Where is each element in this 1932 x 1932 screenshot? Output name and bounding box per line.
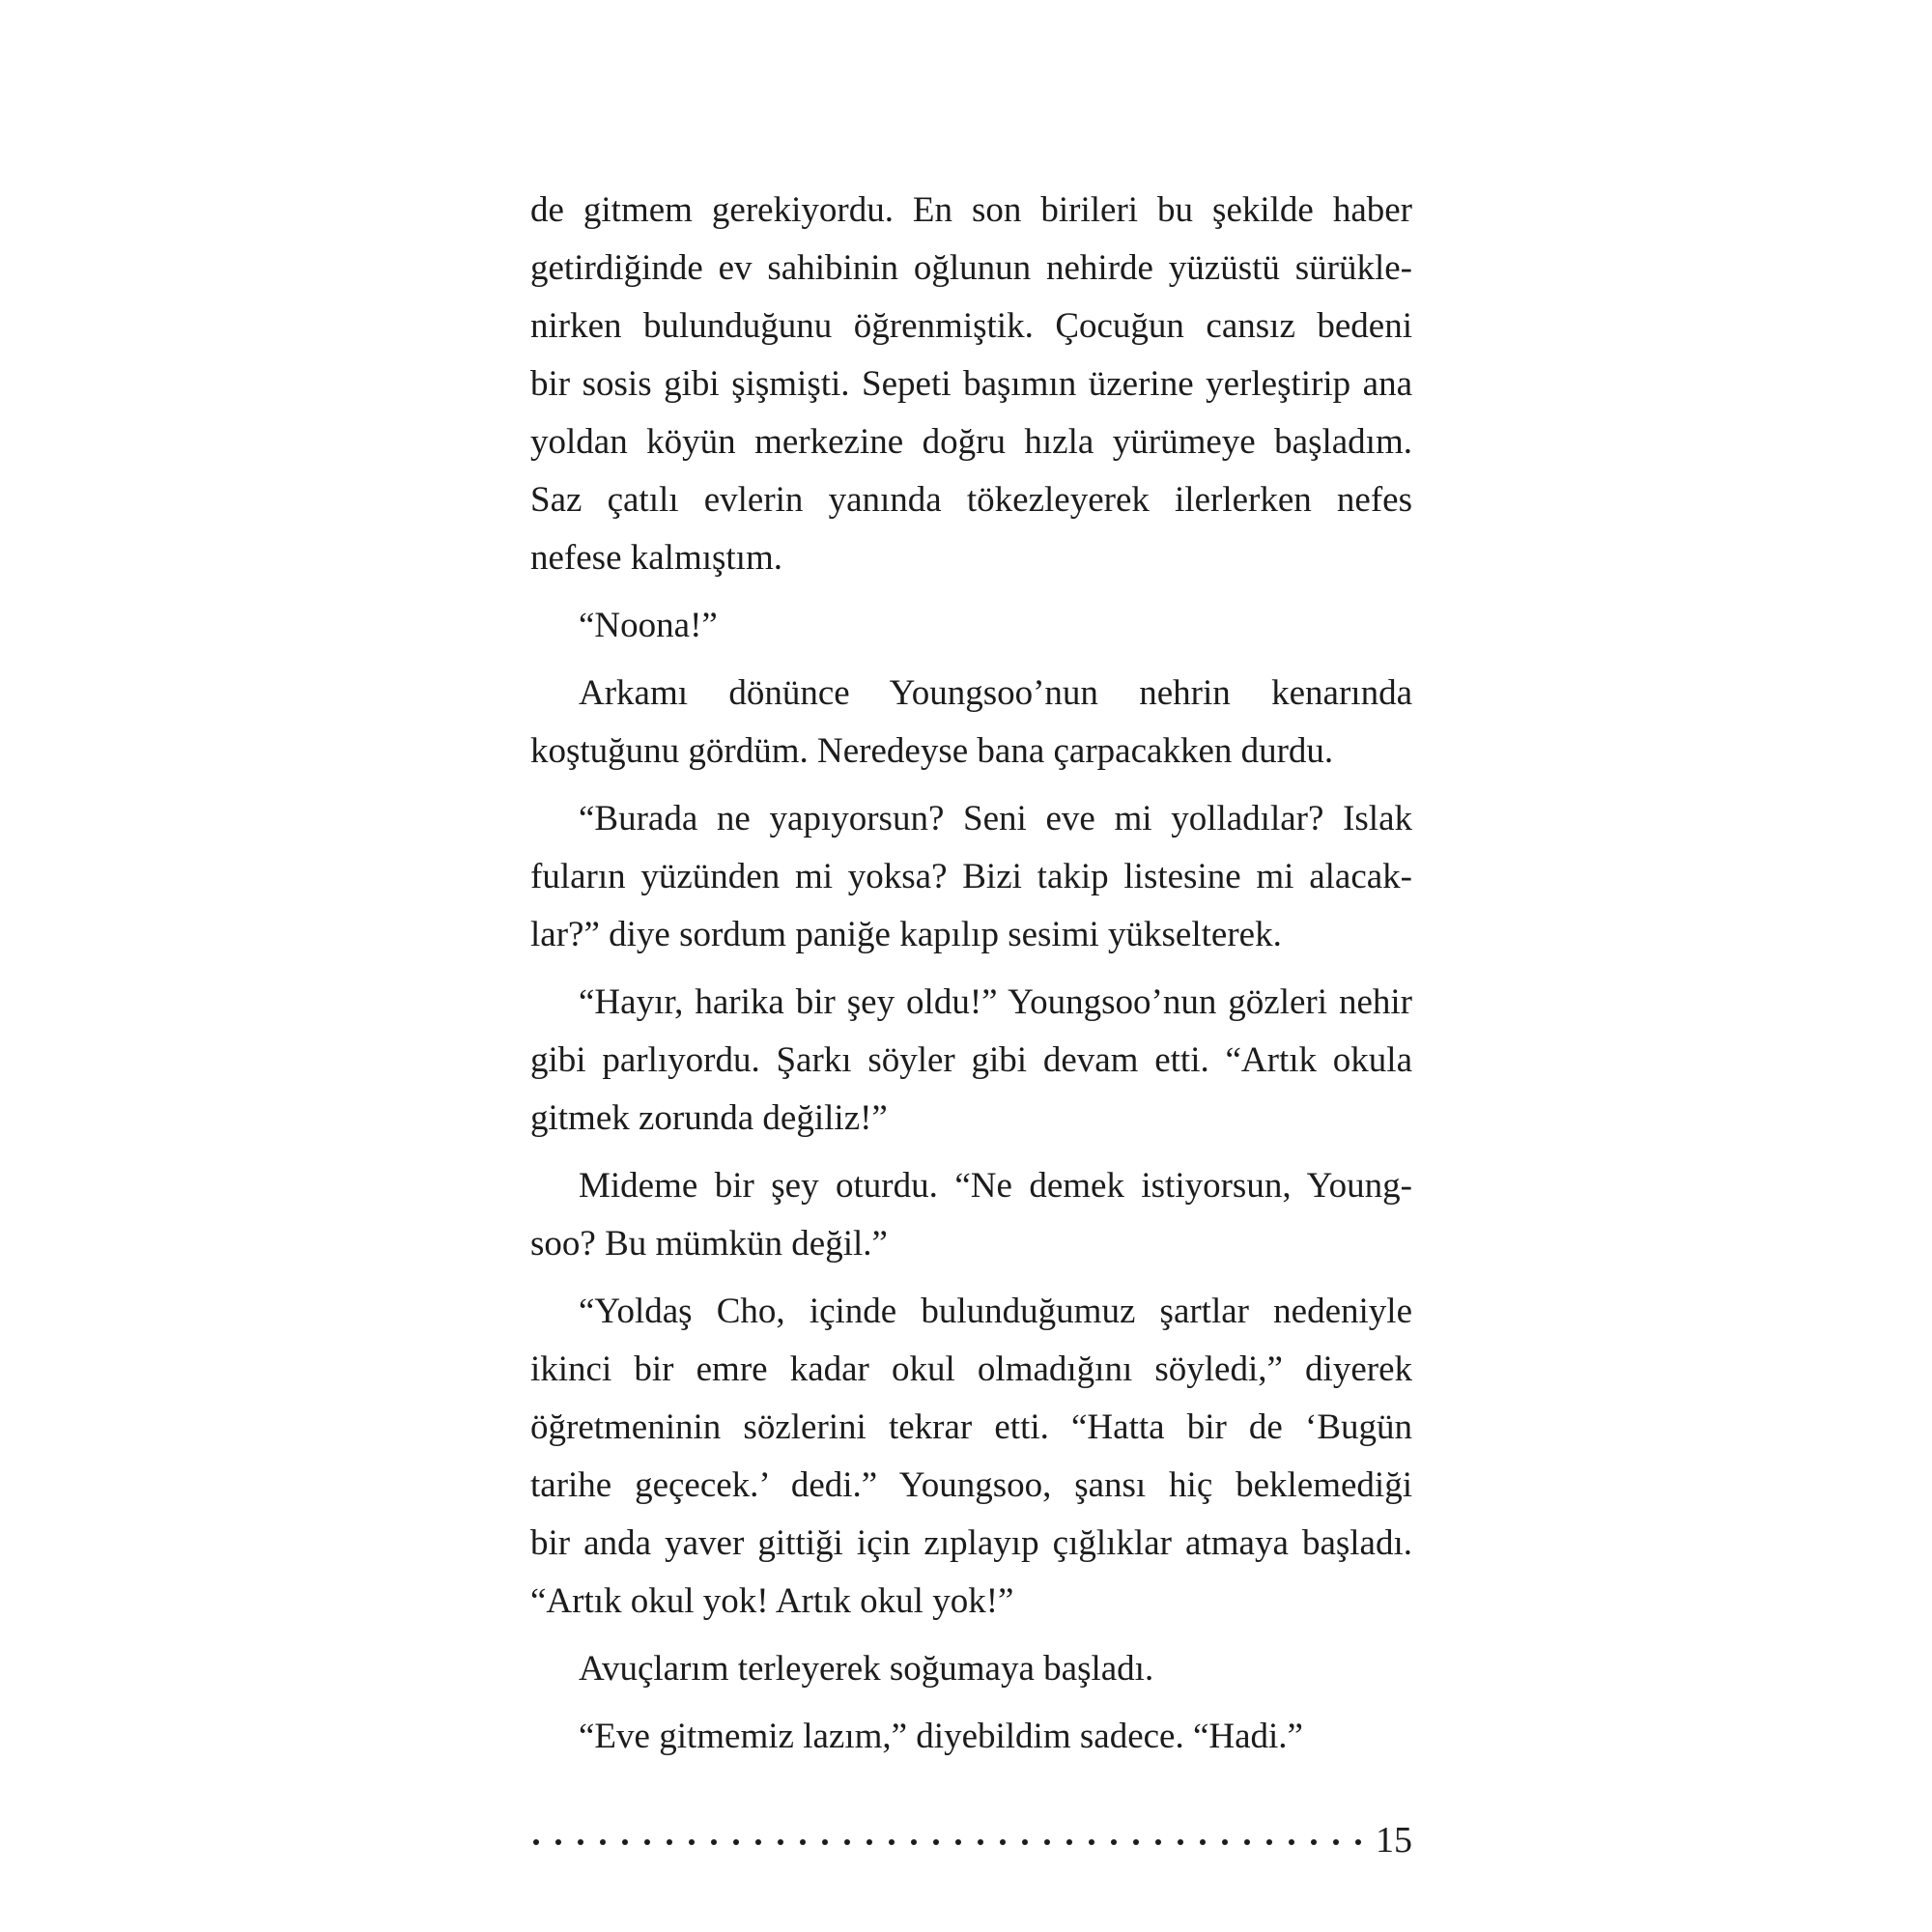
text-line: yoldan köyün merkezine doğru hızla yürümeye başladım.: [530, 422, 1412, 462]
leader-dot: [555, 1839, 561, 1845]
leader-dot: [822, 1839, 828, 1845]
text-line: Mideme bir şey oturdu. “Ne demek istiyorsun, Young-: [579, 1166, 1412, 1206]
text-line: ikinci bir emre kadar okul olmadığını söyledi,” diyerek: [530, 1350, 1412, 1389]
text-line: “Yoldaş Cho, içinde bulunduğumuz şartlar nedeniyle: [579, 1292, 1412, 1331]
text-line: “Eve gitmemiz lazım,” diyebildim sadece. “Hadi.”: [579, 1717, 1303, 1756]
paragraph: [530, 182, 1412, 587]
leader-dot: [1155, 1839, 1161, 1845]
text-line: bir anda yaver gittiği için zıplayıp çığlıklar atmaya başladı.: [530, 1523, 1412, 1563]
text-line: “Burada ne yapıyorsun? Seni eve mi yolladılar? Islak: [579, 799, 1412, 838]
leader-dot: [711, 1839, 717, 1845]
paragraph: [530, 1283, 1412, 1631]
leader-dot: [1111, 1839, 1117, 1845]
leader-dot: [644, 1839, 650, 1845]
leader-dot: [1133, 1839, 1139, 1845]
text-line: “Noona!”: [579, 606, 718, 645]
page-footer: [530, 1816, 1412, 1864]
leader-dot: [689, 1839, 695, 1845]
paragraph: [530, 665, 1412, 781]
leader-dot: [1000, 1839, 1006, 1845]
leader-dot: [1244, 1839, 1250, 1845]
text-line: bir sosis gibi şişmişti. Sepeti başımın üzerine yerleştirip ana: [530, 364, 1412, 404]
leader-dot: [955, 1839, 961, 1845]
leader-dot: [1222, 1839, 1228, 1845]
leader-dot: [1355, 1839, 1361, 1845]
text-line: gibi parlıyordu. Şarkı söyler gibi devam etti. “Artık okula: [530, 1040, 1412, 1080]
page-number: 15: [1376, 1820, 1412, 1861]
text-line: Saz çatılı evlerin yanında tökezleyerek ilerlerken nefes: [530, 480, 1412, 520]
text-line: nefese kalmıştım.: [530, 538, 782, 578]
leader-dot: [1311, 1839, 1317, 1845]
leader-dot: [1289, 1839, 1294, 1845]
leader-dot: [867, 1839, 872, 1845]
leader-dot: [889, 1839, 895, 1845]
paragraph: [530, 974, 1412, 1148]
paragraph: [530, 1640, 1412, 1698]
text-line: fuların yüzünden mi yoksa? Bizi takip listesine mi alacak-: [530, 857, 1412, 896]
text-line: getirdiğinde ev sahibinin oğlunun nehirde yüzüstü sürükle-: [530, 248, 1412, 288]
text-line: soo? Bu mümkün değil.”: [530, 1224, 888, 1264]
leader-dot: [1022, 1839, 1028, 1845]
leader-dot: [1089, 1839, 1094, 1845]
leader-dot: [978, 1839, 983, 1845]
leader-dot: [578, 1839, 583, 1845]
leader-dot: [1266, 1839, 1272, 1845]
leader-dot: [1333, 1839, 1339, 1845]
text-line: nirken bulunduğunu öğrenmiştik. Çocuğun cansız bedeni: [530, 306, 1412, 346]
paragraph: [530, 1157, 1412, 1273]
dotted-leader: [530, 1816, 1371, 1864]
text-line: öğretmeninin sözlerini tekrar etti. “Hatta bir de ‘Bugün: [530, 1407, 1412, 1447]
paragraph: [530, 790, 1412, 964]
leader-dot: [533, 1839, 539, 1845]
leader-dot: [1200, 1839, 1206, 1845]
leader-dot: [1066, 1839, 1072, 1845]
text-line: gitmek zorunda değiliz!”: [530, 1098, 888, 1138]
text-line: “Hayır, harika bir şey oldu!” Youngsoo’nun gözleri nehir: [579, 982, 1412, 1022]
paragraph: [530, 1708, 1412, 1766]
leader-dot: [911, 1839, 917, 1845]
text-line: koştuğunu gördüm. Neredeyse bana çarpacakken durdu.: [530, 731, 1334, 771]
leader-dot: [755, 1839, 761, 1845]
page-body: [530, 182, 1412, 1766]
text-line: Arkamı dönünce Youngsoo’nun nehrin kenarında: [579, 673, 1412, 713]
leader-dot: [1044, 1839, 1050, 1845]
leader-dot: [667, 1839, 672, 1845]
leader-dot: [1178, 1839, 1183, 1845]
text-line: de gitmem gerekiyordu. En son birileri bu şekilde haber: [530, 190, 1412, 230]
leader-dot: [933, 1839, 939, 1845]
leader-dot: [800, 1839, 806, 1845]
text-line: Avuçlarım terleyerek soğumaya başladı.: [579, 1649, 1154, 1689]
leader-dot: [622, 1839, 628, 1845]
leader-dot: [733, 1839, 739, 1845]
paragraph: [530, 597, 1412, 655]
text-line: “Artık okul yok! Artık okul yok!”: [530, 1581, 1014, 1621]
leader-dot: [600, 1839, 606, 1845]
text-line: tarihe geçecek.’ dedi.” Youngsoo, şansı hiç beklemediği: [530, 1465, 1412, 1505]
leader-dot: [778, 1839, 783, 1845]
text-line: lar?” diye sordum paniğe kapılıp sesimi yükselterek.: [530, 915, 1282, 954]
leader-dot: [844, 1839, 850, 1845]
